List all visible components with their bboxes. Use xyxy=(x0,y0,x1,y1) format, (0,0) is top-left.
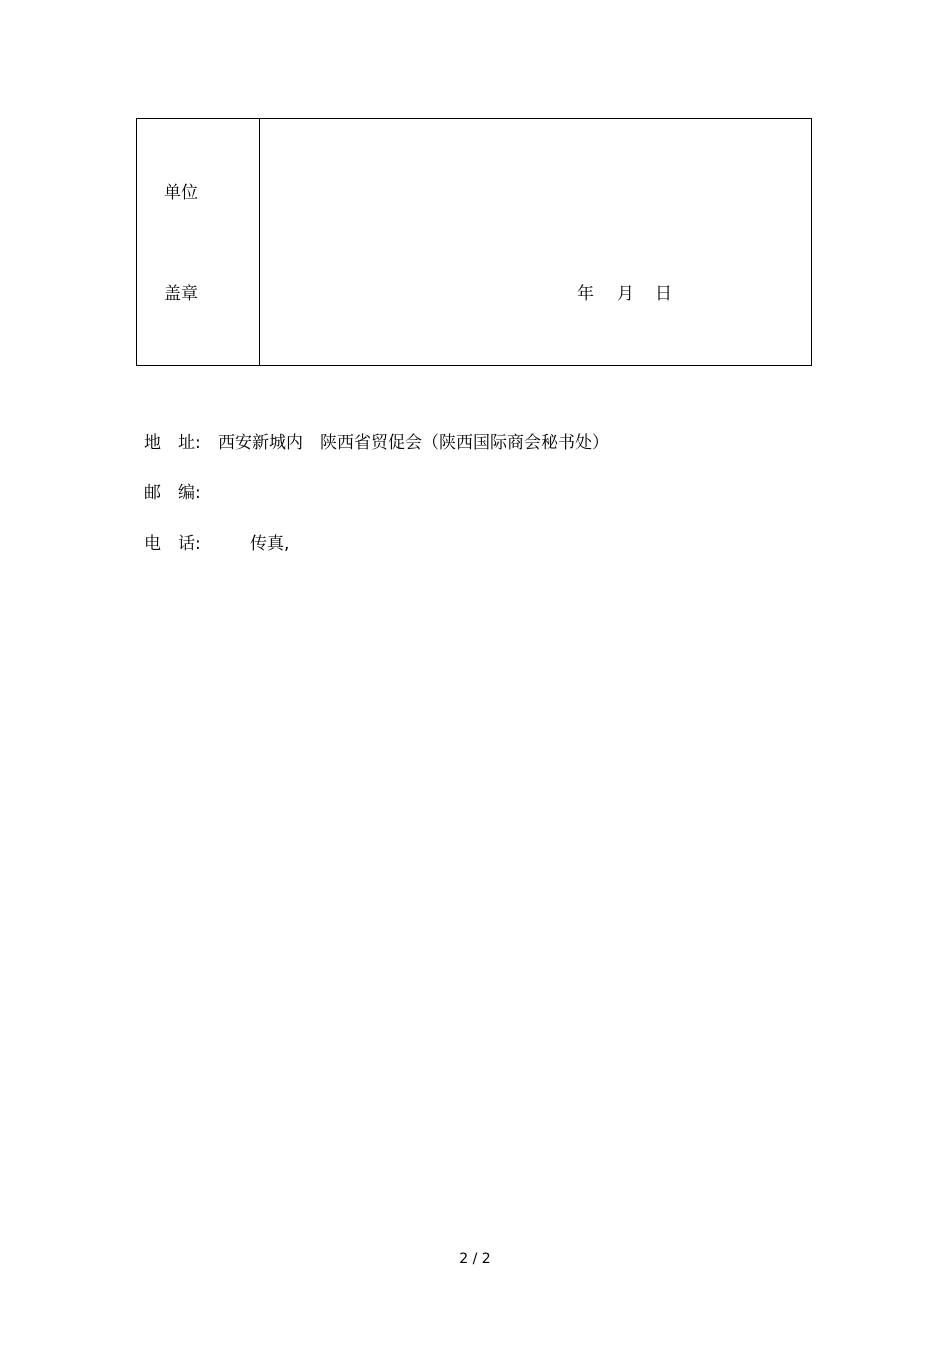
fax-label: 传真, xyxy=(250,534,290,554)
phone-key: 电 话: xyxy=(144,534,201,554)
postcode-key: 邮 编: xyxy=(144,483,201,503)
date-month-label: 月 xyxy=(617,284,634,304)
unit-label: 单位 xyxy=(164,183,198,203)
date-line xyxy=(577,284,672,304)
seal-label: 盖章 xyxy=(164,284,198,304)
date-day-label: 日 xyxy=(655,284,672,304)
date-year-label: 年 xyxy=(577,284,594,304)
page-number: 2 / 2 xyxy=(459,1251,491,1267)
table-divider xyxy=(259,119,260,365)
phone-line xyxy=(144,533,289,555)
address-line xyxy=(144,432,609,454)
postcode-line xyxy=(144,482,218,504)
stamp-table xyxy=(136,118,812,366)
address-key: 地 址: xyxy=(144,433,201,453)
address-value: 西安新城内 陕西省贸促会（陕西国际商会秘书处） xyxy=(218,433,609,453)
